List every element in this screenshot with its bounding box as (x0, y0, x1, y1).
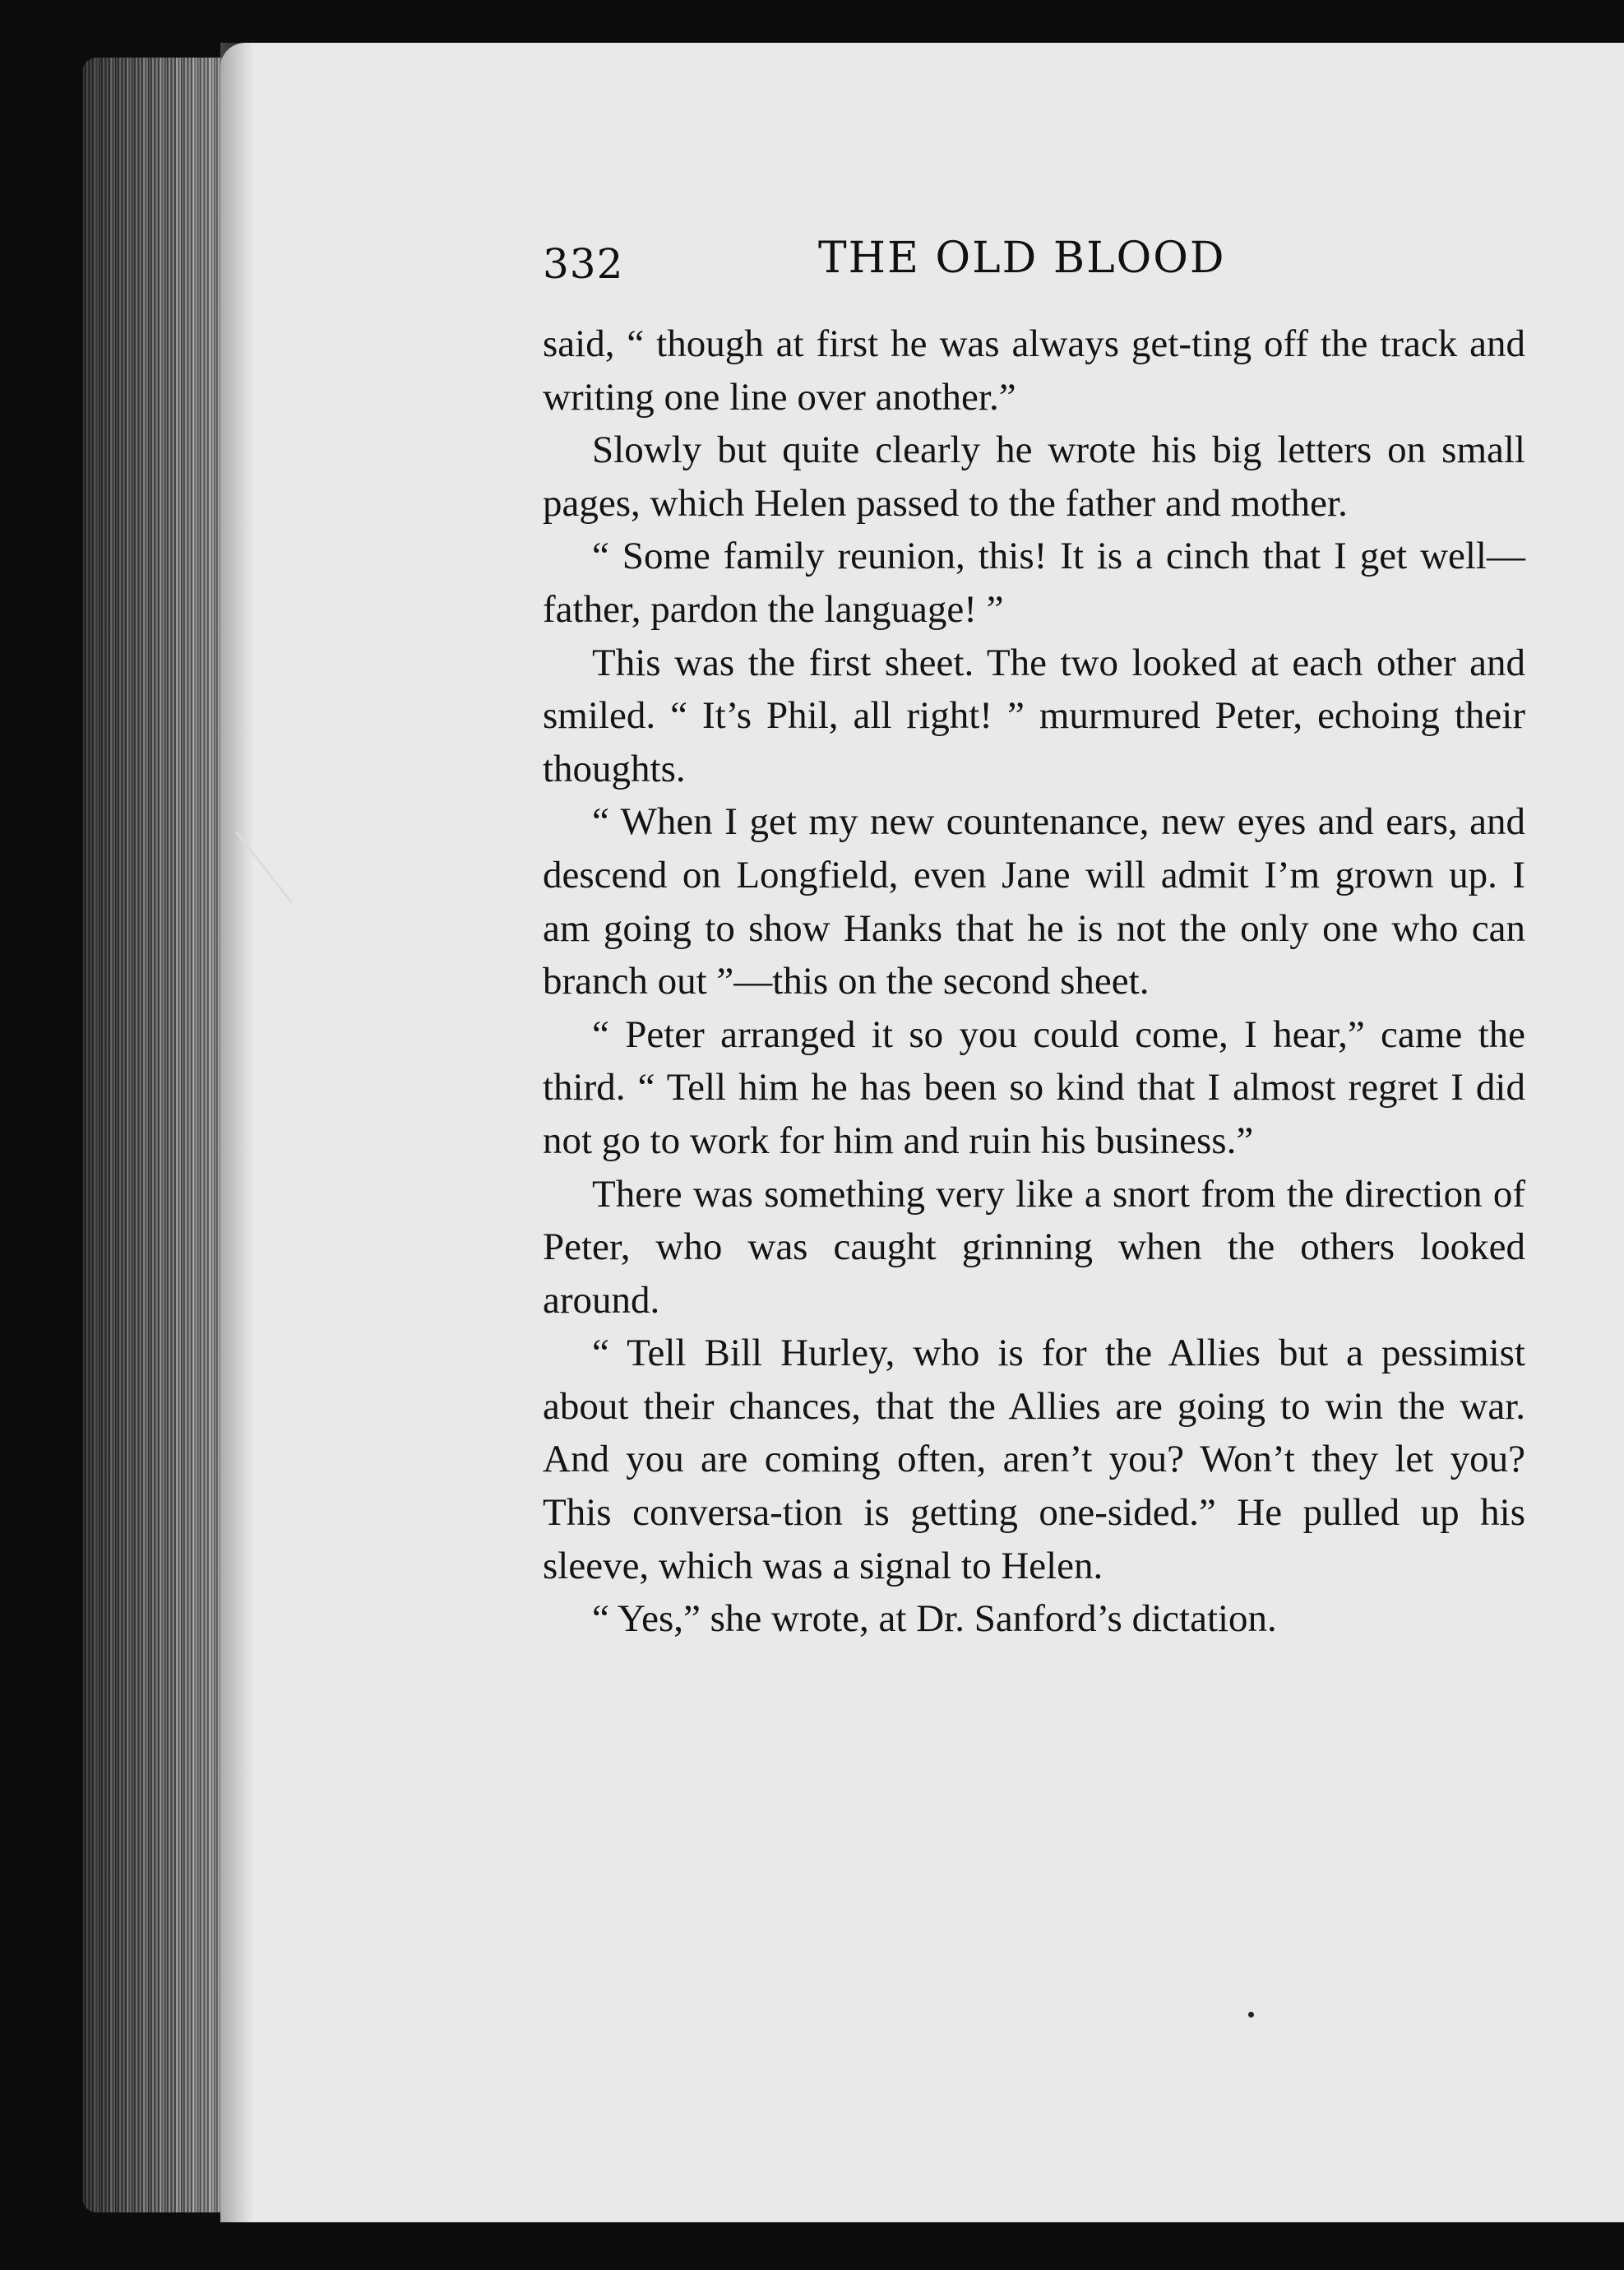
page-number: 332 (543, 240, 624, 288)
paragraph: “ Yes,” she wrote, at Dr. Sanford’s dictation. (592, 1597, 1277, 1641)
paragraph: “ Peter arranged it so you could come, I hear,” came the third. “ Tell him he has been so kind that I almost regret I did not go to work for him and ruin his business.” (543, 1012, 1525, 1162)
running-head (543, 234, 1525, 299)
paragraph: There was something very like a snort from the direction of Peter, who was caught grinning when the others looked around. (543, 1172, 1525, 1322)
paragraph: “ Tell Bill Hurley, who is for the Allies but a pessimist about their chances, that the Allies are going to win the war. And you are coming often, aren’t you? Won’t they let you? This conversa-tion is getting one-sided.” He pulled up his sleeve, which was a signal to Helen. (543, 1332, 1525, 1587)
body-text (543, 317, 1525, 1646)
paragraph: Slowly but quite clearly he wrote his big letters on small pages, which Helen passed to the father and mother. (543, 429, 1525, 525)
page-mark (235, 827, 297, 903)
paragraph: “ Some family reunion, this! It is a cinch that I get well—father, pardon the language! ” (543, 535, 1525, 631)
ink-speck (1248, 2012, 1254, 2018)
paragraph: said, “ though at first he was always get-ting off the track and writing one line over another.” (543, 322, 1525, 419)
running-title: THE OLD BLOOD (818, 234, 1226, 283)
paragraph: This was the first sheet. The two looked at each other and smiled. “ It’s Phil, all right! ” murmured Peter, echoing their thoughts. (543, 641, 1525, 790)
paragraph: “ When I get my new countenance, new eyes and ears, and descend on Longfield, even Jane will admit I’m grown up. I am going to show Hanks that he is not the only one who can branch out ”—this on the second sheet. (543, 800, 1525, 1003)
